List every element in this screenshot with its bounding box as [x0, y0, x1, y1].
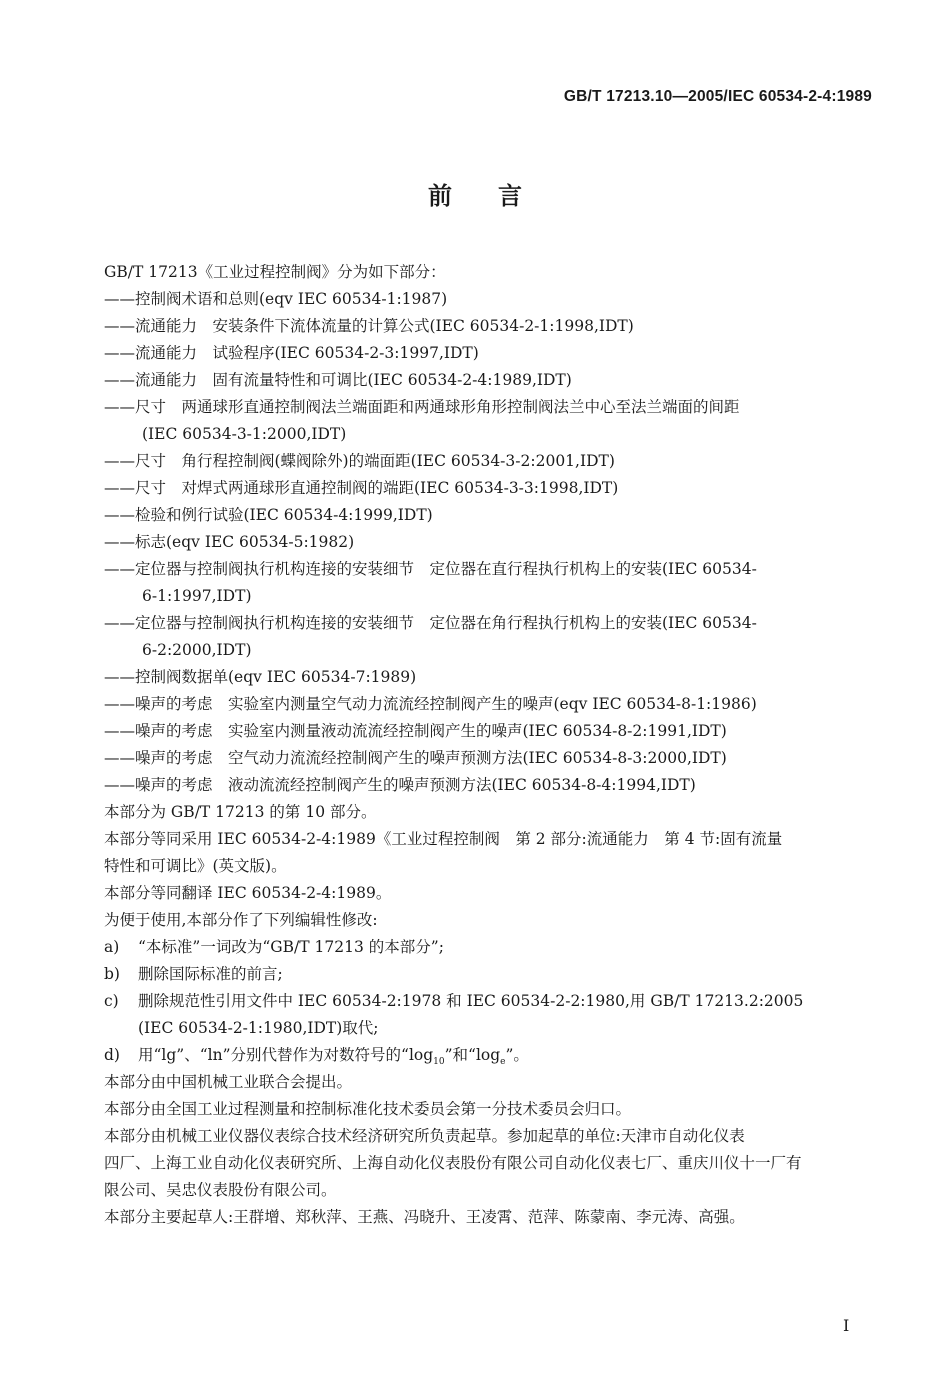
edit-item-a	[104, 934, 870, 961]
standard-code-header: GB/T 17213.10—2005/IEC 60534-2-4:1989	[563, 88, 872, 105]
edit-marker: c)	[104, 992, 119, 1010]
part-list-item: ——流通能力 试验程序(IEC 60534-2-3:1997,IDT)	[104, 344, 479, 362]
intro-paragraph: GB/T 17213《工业过程控制阀》分为如下部分：	[104, 263, 446, 281]
part-list-item: ——控制阀数据单(eqv IEC 60534-7:1989)	[104, 668, 417, 686]
edit-marker: b)	[104, 965, 120, 983]
committee-paragraph: 本部分由全国工业过程测量和控制标准化技术委员会第一分技术委员会归口。	[104, 1100, 632, 1118]
part-list-item: ——噪声的考虑 空气动力流流经控制阀产生的噪声预测方法(IEC 60534-8-3:2000,IDT)	[104, 749, 727, 767]
edits-intro-paragraph: 为便于使用,本部分作了下列编辑性修改:	[104, 911, 378, 929]
edit-text: ”和“log	[444, 1046, 501, 1064]
drafting-paragraph-line3: 限公司、吴忠仪表股份有限公司。	[104, 1181, 337, 1199]
part-list-item: ——尺寸 两通球形直通控制阀法兰端面距和两通球形角形控制阀法兰中心至法兰端面的间距	[104, 398, 740, 416]
edit-text: 删除规范性引用文件中 IEC 60534-2:1978 和 IEC 60534-2-2:1980,用 GB/T 17213.2:2005	[138, 992, 804, 1010]
subscript-10: 10	[433, 1057, 445, 1068]
edit-item-c-continuation: (IEC 60534-2-1:1980,IDT)取代;	[138, 1019, 379, 1037]
edit-marker: a)	[104, 938, 120, 956]
part-list-item: ——定位器与控制阀执行机构连接的安装细节 定位器在角行程执行机构上的安装(IEC 60534-	[104, 614, 757, 632]
equivalence-paragraph-line1: 本部分等同采用 IEC 60534-2-4:1989《工业过程控制阀 第 2 部分:流通能力 第 4 节:固有流量	[104, 830, 783, 848]
part-list-item: ——流通能力 固有流量特性和可调比(IEC 60534-2-4:1989,IDT)	[104, 371, 572, 389]
page-title: 前言	[428, 182, 568, 210]
drafting-paragraph-line2: 四厂、上海工业自动化仪表研究所、上海自动化仪表股份有限公司自动化仪表七厂、重庆川仪十一厂有	[104, 1154, 802, 1172]
edit-text: “本标准”一词改为“GB/T 17213 的本部分”;	[138, 938, 444, 956]
part-list-item: ——控制阀术语和总则(eqv IEC 60534-1:1987)	[104, 290, 448, 308]
subscript-e: e	[500, 1057, 506, 1068]
edit-item-d	[104, 1042, 870, 1069]
page-number: I	[843, 1316, 850, 1335]
translation-paragraph: 本部分等同翻译 IEC 60534-2-4:1989。	[104, 884, 392, 902]
part-list-item: ——噪声的考虑 实验室内测量液动流流经控制阀产生的噪声(IEC 60534-8-2:1991,IDT)	[104, 722, 727, 740]
foreword-body	[104, 259, 870, 1231]
edit-text: 删除国际标准的前言;	[138, 965, 283, 983]
drafting-paragraph-line1: 本部分由机械工业仪器仪表综合技术经济研究所负责起草。参加起草的单位:天津市自动化仪表	[104, 1127, 745, 1145]
part-list-item: ——噪声的考虑 液动流流经控制阀产生的噪声预测方法(IEC 60534-8-4:1994,IDT)	[104, 776, 696, 794]
part-list-item: ——尺寸 角行程控制阀(蝶阀除外)的端面距(IEC 60534-3-2:2001,IDT)	[104, 452, 615, 470]
part-list-item: ——噪声的考虑 实验室内测量空气动力流流经控制阀产生的噪声(eqv IEC 60534-8-1:1986)	[104, 695, 757, 713]
edit-text: ”。	[505, 1046, 529, 1064]
proposed-by-paragraph: 本部分由中国机械工业联合会提出。	[104, 1073, 353, 1091]
drafters-paragraph: 本部分主要起草人:王群增、郑秋萍、王燕、冯晓升、王凌霄、范萍、陈蒙南、李元涛、高强。	[104, 1208, 745, 1226]
edit-text: 用“lg”、“ln”分别代替作为对数符号的“log	[138, 1046, 434, 1064]
edit-item-c	[104, 988, 870, 1015]
equivalence-paragraph-line2: 特性和可调比》(英文版)。	[104, 857, 287, 875]
part-list-item-continuation: 6-1:1997,IDT)	[142, 587, 252, 605]
part-list-item: ——尺寸 对焊式两通球形直通控制阀的端距(IEC 60534-3-3:1998,IDT)	[104, 479, 619, 497]
part-number-paragraph: 本部分为 GB/T 17213 的第 10 部分。	[104, 803, 377, 821]
part-list-item: ——定位器与控制阀执行机构连接的安装细节 定位器在直行程执行机构上的安装(IEC 60534-	[104, 560, 757, 578]
part-list-item: ——检验和例行试验(IEC 60534-4:1999,IDT)	[104, 506, 433, 524]
part-list-item-continuation: (IEC 60534-3-1:2000,IDT)	[142, 425, 347, 443]
part-list-item: ——标志(eqv IEC 60534-5:1982)	[104, 533, 355, 551]
edit-marker: d)	[104, 1046, 120, 1064]
edit-item-b	[104, 961, 870, 988]
part-list-item: ——流通能力 安装条件下流体流量的计算公式(IEC 60534-2-1:1998,IDT)	[104, 317, 634, 335]
part-list-item-continuation: 6-2:2000,IDT)	[142, 641, 252, 659]
